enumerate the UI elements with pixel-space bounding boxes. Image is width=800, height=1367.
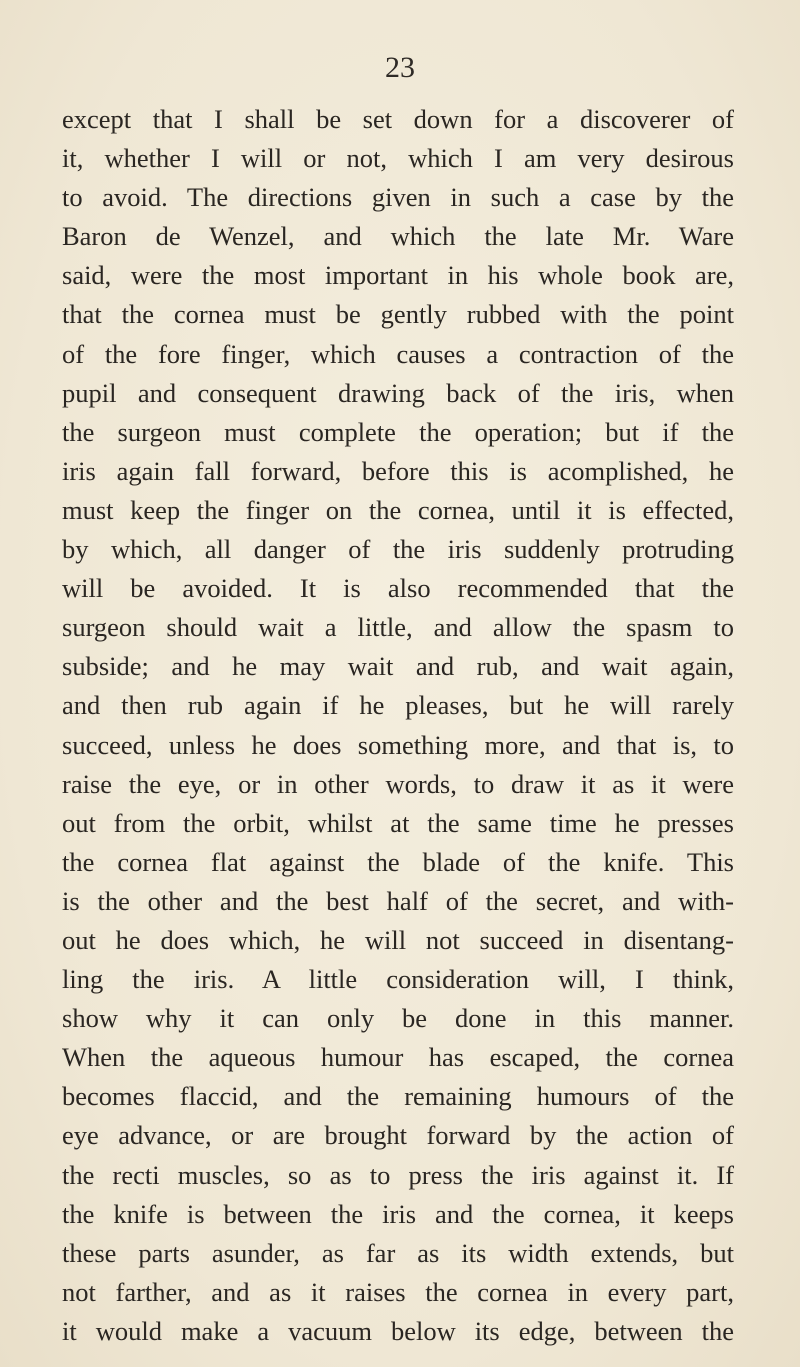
text-line: raise the eye, or in other words, to draw it as it were <box>62 768 734 799</box>
body-text <box>62 100 734 1351</box>
text-line: When the aqueous humour has escaped, the cornea <box>62 1042 734 1073</box>
text-line: ling the iris. A little consideration will, I think, <box>62 964 734 995</box>
text-line: the cornea flat against the blade of the knife. This <box>62 846 734 877</box>
text-line: except that I shall be set down for a discoverer of <box>62 104 734 134</box>
text-line: is the other and the best half of the secret, and with- <box>62 885 734 916</box>
text-line: said, were the most important in his whole book are, <box>62 260 734 291</box>
text-line: must keep the finger on the cornea, until it is effected, <box>62 494 734 525</box>
text-line: of the fore finger, which causes a contraction of the <box>62 338 734 369</box>
text-line: the surgeon must complete the operation; but if the <box>62 416 734 447</box>
page-number: 23 <box>385 51 415 84</box>
text-line: and then rub again if he pleases, but he will rarely <box>62 690 734 721</box>
text-line: iris again fall forward, before this is acomplished, he <box>62 455 734 486</box>
text-line: pupil and consequent drawing back of the iris, when <box>62 377 734 408</box>
text-line: it, whether I will or not, which I am very desirous <box>62 143 734 174</box>
text-line: out he does which, he will not succeed in disentang- <box>62 924 734 955</box>
text-line: not farther, and as it raises the cornea in every part, <box>62 1276 734 1307</box>
text-line: succeed, unless he does something more, and that is, to <box>62 729 734 760</box>
text-line: subside; and he may wait and rub, and wait again, <box>62 651 734 682</box>
text-line: by which, all danger of the iris suddenly protruding <box>62 534 734 565</box>
text-line: these parts asunder, as far as its width extends, but <box>62 1237 734 1268</box>
text-line: out from the orbit, whilst at the same time he presses <box>62 807 734 838</box>
text-line: surgeon should wait a little, and allow the spasm to <box>62 612 734 643</box>
text-line: show why it can only be done in this manner. <box>62 1003 734 1034</box>
text-line: eye advance, or are brought forward by the action of <box>62 1120 734 1151</box>
text-line: becomes flaccid, and the remaining humours of the <box>62 1081 734 1112</box>
text-line: to avoid. The directions given in such a case by the <box>62 182 734 213</box>
text-line: the knife is between the iris and the cornea, it keeps <box>62 1198 734 1229</box>
text-line: that the cornea must be gently rubbed with the point <box>62 299 734 330</box>
text-line: the recti muscles, so as to press the iris against it. If <box>62 1159 734 1190</box>
text-line: will be avoided. It is also recommended that the <box>62 573 734 604</box>
text-line: it would make a vacuum below its edge, between the <box>62 1315 734 1346</box>
text-line: Baron de Wenzel, and which the late Mr. Ware <box>62 221 734 252</box>
